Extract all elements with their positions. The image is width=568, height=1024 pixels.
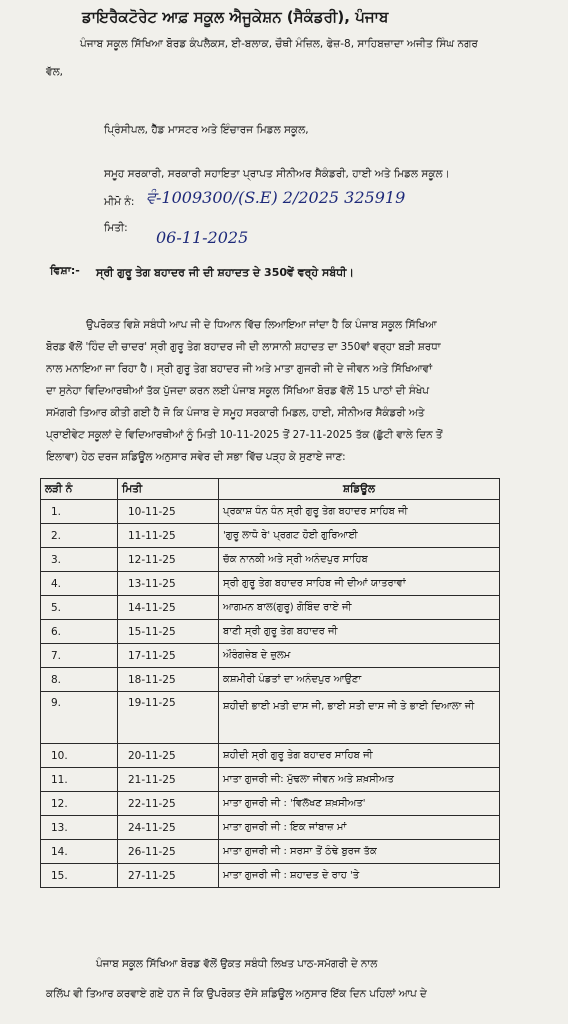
serial-cell: 14. <box>41 840 118 864</box>
body-line: ਪ੍ਰਾਈਵੇਟ ਸਕੂਲਾਂ ਦੇ ਵਿਦਿਆਰਥੀਆਂ ਨੂੰ ਮਿਤੀ 10-11-2025 ਤੋਂ 27-11-2025 ਤੱਕ (ਛੁੱਟੀ ਵਾਲੇ ਦਿਨ ਤੋਂ <box>46 429 443 441</box>
recipient-line-2: ਸਮੂਹ ਸਰਕਾਰੀ, ਸਰਕਾਰੀ ਸਹਾਇਤਾ ਪ੍ਰਾਪਤ ਸੀਨੀਅਰ ਸੈਕੰਡਰੀ, ਹਾਈ ਅਤੇ ਮਿਡਲ ਸਕੂਲ। <box>104 168 450 180</box>
body-line: ਦਾ ਸੁਨੇਹਾ ਵਿਦਿਆਰਥੀਆਂ ਤੱਕ ਪੁੱਜਦਾ ਕਰਨ ਲਈ ਪੰਜਾਬ ਸਕੂਲ ਸਿੱਖਿਆ ਬੋਰਡ ਵੱਲੋਂ 15 ਪਾਠਾਂ ਦੀ ਸੰਖੇਪ <box>46 385 429 397</box>
date-cell: 20-11-25 <box>118 744 219 768</box>
table-row <box>41 816 500 840</box>
date-handwritten: 06-11-2025 <box>156 228 249 247</box>
memo-label: ਮੀਮੋ ਨੰ: <box>104 196 135 208</box>
topic-cell: ਸ੍ਰੀ ਗੁਰੂ ਤੇਗ ਬਹਾਦਰ ਸਾਹਿਬ ਜੀ ਦੀਆਂ ਯਾਤਰਾਵਾਂ <box>219 572 500 596</box>
serial-cell: 15. <box>41 864 118 888</box>
table-row <box>41 572 500 596</box>
table-row <box>41 744 500 768</box>
date-label: ਮਿਤੀ: <box>104 222 128 234</box>
topic-cell: ਬਾਣੀ ਸ੍ਰੀ ਗੁਰੂ ਤੇਗ ਬਹਾਦਰ ਜੀ <box>219 620 500 644</box>
memo-number-handwritten: ਵੰ-1009300/(S.E) 2/2025 325919 <box>146 188 406 207</box>
table-row <box>41 620 500 644</box>
table-row <box>41 692 500 744</box>
serial-cell: 3. <box>41 548 118 572</box>
serial-cell: 11. <box>41 768 118 792</box>
serial-cell: 9. <box>41 692 118 744</box>
serial-cell: 1. <box>41 500 118 524</box>
topic-cell: ਸ਼ਹੀਦੀ ਸ੍ਰੀ ਗੁਰੂ ਤੇਗ ਬਹਾਦਰ ਸਾਹਿਬ ਜੀ <box>219 744 500 768</box>
table-header-row <box>41 479 500 500</box>
subject-label: ਵਿਸ਼ਾ:- <box>50 264 80 277</box>
col-header-schedule: ਸ਼ਡਿਊਲ <box>219 479 500 500</box>
col-header-serial: ਲੜੀ ਨੰ <box>41 479 118 500</box>
serial-cell: 6. <box>41 620 118 644</box>
body-line: ਬੋਰਡ ਵੱਲੋਂ 'ਹਿੰਦ ਦੀ ਚਾਦਰ' ਸ੍ਰੀ ਗੁਰੂ ਤੇਗ ਬਹਾਦਰ ਜੀ ਦੀ ਲਾਸਾਨੀ ਸ਼ਹਾਦਤ ਦਾ 350ਵਾਂ ਵਰ੍ਹਾ ਬੜੀ ਸ਼ਰਧਾ <box>46 341 441 353</box>
serial-cell: 4. <box>41 572 118 596</box>
date-cell: 14-11-25 <box>118 596 219 620</box>
serial-cell: 5. <box>41 596 118 620</box>
body-paragraph <box>46 314 554 468</box>
footer-line-2: ਕਲਿੱਪ ਵੀ ਤਿਆਰ ਕਰਵਾਏ ਗਏ ਹਨ ਜੋ ਕਿ ਉਪਰੋਕਤ ਦੱਸੇ ਸ਼ਡਿਊਲ ਅਨੁਸਾਰ ਇੱਕ ਦਿਨ ਪਹਿਲਾਂ ਆਪ ਦੇ <box>46 988 427 1000</box>
date-cell: 24-11-25 <box>118 816 219 840</box>
table-row <box>41 500 500 524</box>
body-line: ਸਮੱਗਰੀ ਤਿਆਰ ਕੀਤੀ ਗਈ ਹੈ ਜੋ ਕਿ ਪੰਜਾਬ ਦੇ ਸਮੂਹ ਸਰਕਾਰੀ ਮਿਡਲ, ਹਾਈ, ਸੀਨੀਅਰ ਸੈਕੰਡਰੀ ਅਤੇ <box>46 407 425 419</box>
date-cell: 10-11-25 <box>118 500 219 524</box>
topic-cell: ਪ੍ਰਕਾਸ਼ ਧੰਨ ਧੰਨ ਸ੍ਰੀ ਗੁਰੂ ਤੇਗ ਬਹਾਦਰ ਸਾਹਿਬ ਜੀ <box>219 500 500 524</box>
table-row <box>41 548 500 572</box>
body-line: ਇਲਾਵਾ) ਹੇਠ ਦਰਜ ਸ਼ਡਿਊਲ ਅਨੁਸਾਰ ਸਵੇਰ ਦੀ ਸਭਾ ਵਿੱਚ ਪੜ੍ਹ ਕੇ ਸੁਣਾਏ ਜਾਣ: <box>46 451 346 463</box>
date-cell: 18-11-25 <box>118 668 219 692</box>
topic-cell: ਚੱਕ ਨਾਨਕੀ ਅਤੇ ਸ੍ਰੀ ਅਨੰਦਪੁਰ ਸਾਹਿਬ <box>219 548 500 572</box>
schedule-table <box>40 478 500 888</box>
directorate-title: ਡਾਇਰੈਕਟੋਰੇਟ ਆਫ਼ ਸਕੂਲ ਐਜੂਕੇਸ਼ਨ (ਸੈਕੰਡਰੀ), ਪੰਜਾਬ <box>82 8 389 26</box>
table-row <box>41 792 500 816</box>
topic-cell: ਕਸ਼ਮੀਰੀ ਪੰਡਤਾਂ ਦਾ ਅਨੰਦਪੁਰ ਆਉਣਾ <box>219 668 500 692</box>
topic-cell: ਸ਼ਹੀਦੀ ਭਾਈ ਮਤੀ ਦਾਸ ਜੀ, ਭਾਈ ਸਤੀ ਦਾਸ ਜੀ ਤੇ ਭਾਈ ਦਿਆਲਾ ਜੀ <box>219 692 500 744</box>
serial-cell: 10. <box>41 744 118 768</box>
topic-cell: ਔਰੰਗਜ਼ੇਬ ਦੇ ਜ਼ੁਲਮ <box>219 644 500 668</box>
serial-cell: 2. <box>41 524 118 548</box>
topic-cell: ਮਾਤਾ ਗੁਜਰੀ ਜੀ : 'ਵਿਲੱਖਣ ਸ਼ਖ਼ਸੀਅਤ' <box>219 792 500 816</box>
topic-cell: ਮਾਤਾ ਗੁਜਰੀ ਜੀ: ਮੁੱਢਲਾ ਜੀਵਨ ਅਤੇ ਸ਼ਖ਼ਸੀਅਤ <box>219 768 500 792</box>
serial-cell: 12. <box>41 792 118 816</box>
table-row <box>41 768 500 792</box>
date-cell: 15-11-25 <box>118 620 219 644</box>
col-header-date: ਮਿਤੀ <box>118 479 219 500</box>
date-cell: 19-11-25 <box>118 692 219 744</box>
topic-cell: ਆਗਮਨ ਬਾਲ(ਗੁਰੂ) ਗੋਬਿੰਦ ਰਾਏ ਜੀ <box>219 596 500 620</box>
recipient-line-1: ਪ੍ਰਿੰਸੀਪਲ, ਹੈੱਡ ਮਾਸਟਰ ਅਤੇ ਇੰਚਾਰਜ ਮਿਡਲ ਸਕੂਲ, <box>104 124 309 136</box>
serial-cell: 7. <box>41 644 118 668</box>
date-cell: 22-11-25 <box>118 792 219 816</box>
from-word: ਵੱਲ, <box>46 66 64 78</box>
date-cell: 21-11-25 <box>118 768 219 792</box>
body-line: ਉਪਰੋਕਤ ਵਿਸ਼ੇ ਸਬੰਧੀ ਆਪ ਜੀ ਦੇ ਧਿਆਨ ਵਿੱਚ ਲਿਆਇਆ ਜਾਂਦਾ ਹੈ ਕਿ ਪੰਜਾਬ ਸਕੂਲ ਸਿੱਖਿਆ <box>86 319 437 331</box>
table-row <box>41 864 500 888</box>
topic-cell: ਮਾਤਾ ਗੁਜਰੀ ਜੀ : ਇਕ ਜਾਂਬਾਜ਼ ਮਾਂ <box>219 816 500 840</box>
topic-cell: ਮਾਤਾ ਗੁਜਰੀ ਜੀ : ਸਰਸਾ ਤੋਂ ਠੰਢੇ ਬੁਰਜ ਤੱਕ <box>219 840 500 864</box>
date-cell: 11-11-25 <box>118 524 219 548</box>
date-cell: 12-11-25 <box>118 548 219 572</box>
body-line: ਨਾਲ ਮਨਾਇਆ ਜਾ ਰਿਹਾ ਹੈ। ਸ੍ਰੀ ਗੁਰੂ ਤੇਗ ਬਹਾਦਰ ਜੀ ਅਤੇ ਮਾਤਾ ਗੁਜਰੀ ਜੀ ਦੇ ਜੀਵਨ ਅਤੇ ਸਿੱਖਿਆਵਾਂ <box>46 363 432 375</box>
topic-cell: 'ਗੁਰੂ ਲਾਧੋ ਰੇ' ਪ੍ਰਗਟ ਹੋਈ ਗੁਰਿਆਈ <box>219 524 500 548</box>
topic-cell: ਮਾਤਾ ਗੁਜਰੀ ਜੀ : ਸ਼ਹਾਦਤ ਦੇ ਰਾਹ 'ਤੇ <box>219 864 500 888</box>
date-cell: 17-11-25 <box>118 644 219 668</box>
table-row <box>41 596 500 620</box>
date-cell: 13-11-25 <box>118 572 219 596</box>
directorate-address: ਪੰਜਾਬ ਸਕੂਲ ਸਿੱਖਿਆ ਬੋਰਡ ਕੰਪਲੈਕਸ, ਈ-ਬਲਾਕ, ਚੌਥੀ ਮੰਜ਼ਿਲ, ਫੇਜ਼-8, ਸਾਹਿਬਜ਼ਾਦਾ ਅਜੀਤ ਸਿੰਘ ਨਗਰ <box>80 38 478 50</box>
subject-text: ਸ੍ਰੀ ਗੁਰੂ ਤੇਗ ਬਹਾਦਰ ਜੀ ਦੀ ਸ਼ਹਾਦਤ ਦੇ 350ਵੇਂ ਵਰ੍ਹੇ ਸਬੰਧੀ। <box>96 266 354 279</box>
date-cell: 26-11-25 <box>118 840 219 864</box>
footer-line-1: ਪੰਜਾਬ ਸਕੂਲ ਸਿੱਖਿਆ ਬੋਰਡ ਵੱਲੋਂ ਉਕਤ ਸਬੰਧੀ ਲਿਖਤ ਪਾਠ-ਸਮੱਗਰੀ ਦੇ ਨਾਲ <box>96 958 378 970</box>
table-row <box>41 668 500 692</box>
table-row <box>41 524 500 548</box>
serial-cell: 13. <box>41 816 118 840</box>
serial-cell: 8. <box>41 668 118 692</box>
date-cell: 27-11-25 <box>118 864 219 888</box>
table-row <box>41 840 500 864</box>
table-row <box>41 644 500 668</box>
